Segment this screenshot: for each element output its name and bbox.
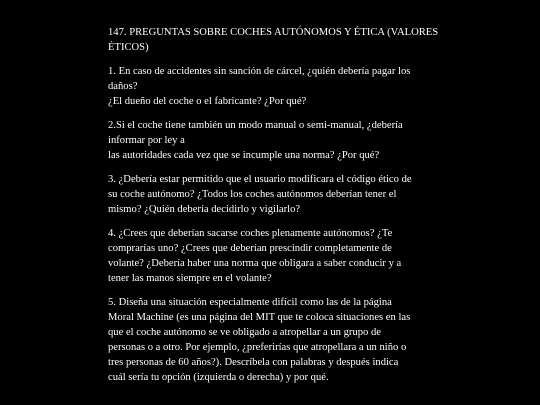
question-line: su coche autónomo? ¿Todos los coches autónomos deberían tener el — [108, 189, 397, 200]
document-title — [108, 25, 439, 55]
question-4 — [108, 226, 433, 286]
question-line: las autoridades cada vez que se incumple una norma? ¿Por qué? — [108, 150, 380, 161]
question-line: personas o a otro. Por ejemplo, ¿preferirías que atropellara a un niño o — [108, 342, 407, 353]
question-line: 1. En caso de accidentes sin sanción de cárcel, ¿quién debería pagar los — [108, 66, 411, 77]
question-line: 2.Si el coche tiene también un modo manual o semi-manual, ¿debería — [108, 120, 403, 131]
question-line: volante? ¿Debería haber una norma que obligara a saber conducir y a — [108, 258, 402, 269]
question-2 — [108, 118, 433, 163]
question-3 — [108, 172, 433, 217]
question-line: Moral Machine (es una página del MIT que te coloca situaciones en las — [108, 312, 411, 323]
question-line: ¿El dueño del coche o el fabricante? ¿Por qué? — [108, 96, 307, 107]
question-line: tres personas de 60 años?). Descríbela con palabras y después indica — [108, 357, 399, 368]
question-5 — [108, 295, 433, 385]
document-page — [108, 25, 439, 394]
question-line: que el coche autónomo se ve obligado a atropellar a un grupo de — [108, 327, 381, 338]
question-1 — [108, 64, 433, 109]
question-line: mismo? ¿Quién debería decidirlo y vigilarlo? — [108, 204, 301, 215]
question-line: 4. ¿Crees que deberían sacarse coches plenamente autónomos? ¿Te — [108, 228, 393, 239]
question-line: tener las manos siempre en el volante? — [108, 273, 272, 284]
question-line: daños? — [108, 81, 138, 92]
title-line: ÉTICOS) — [108, 42, 149, 53]
question-line: informar por ley a — [108, 135, 185, 146]
question-line: 5. Diseña una situación especialmente difícil como las de la página — [108, 297, 392, 308]
question-line: 3. ¿Debería estar permitido que el usuario modificara el código ético de — [108, 174, 412, 185]
title-line: 147. PREGUNTAS SOBRE COCHES AUTÓNOMOS Y ÉTICA (VALORES — [108, 27, 439, 38]
question-line: cuál sería tu opción (izquierda o derecha) y por qué. — [108, 372, 329, 383]
question-line: comprarías uno? ¿Crees que deberían prescindir completamente de — [108, 243, 392, 254]
